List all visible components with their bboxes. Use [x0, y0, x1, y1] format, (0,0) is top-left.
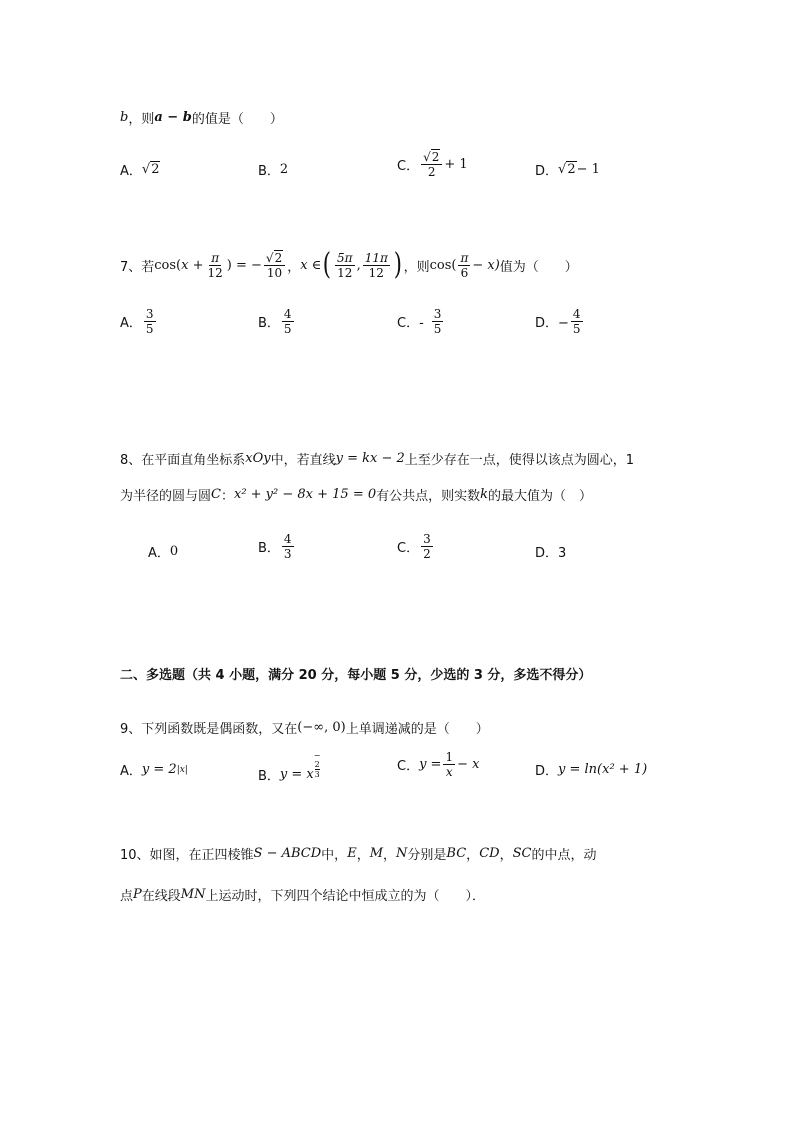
option-value: 0 [169, 544, 179, 559]
q8-option-a [148, 542, 178, 561]
option-letter: D． [535, 164, 559, 179]
denominator: 5 [145, 322, 154, 336]
math-term: ) = − [226, 257, 262, 273]
denominator: 12 [337, 265, 353, 280]
text: 中，若直线 [270, 453, 336, 468]
q6-stem-mid: ，则 [128, 112, 155, 127]
numerator: 2 [431, 150, 440, 164]
q6-option-b [258, 160, 288, 179]
option-letter: A． [148, 546, 170, 561]
q7-label: 7、若 [120, 259, 155, 275]
option-letter: B． [258, 541, 280, 556]
denominator: 12 [207, 265, 223, 280]
fraction [282, 307, 294, 336]
fraction [144, 307, 156, 336]
q6-option-d [535, 160, 600, 179]
exponent: |x| [176, 764, 188, 775]
separator: ， [499, 848, 513, 863]
text: 的中点，动 [531, 848, 597, 863]
cos-func: cos( [429, 257, 457, 273]
exponent-fraction [314, 751, 321, 779]
option-letter: C．- [397, 316, 424, 331]
option-value: D．3 [535, 546, 567, 561]
denominator: 10 [266, 265, 283, 280]
q9-option-a [120, 760, 188, 779]
text: 在线段 [141, 889, 181, 904]
fraction [458, 251, 470, 280]
radicand: 2 [567, 162, 576, 177]
fraction [443, 750, 455, 779]
fraction: $\frac{√2}{10}$ [264, 251, 285, 280]
q10-stem-line1 [120, 844, 596, 863]
q8-option-d [535, 542, 566, 561]
left-paren: ( [323, 247, 332, 282]
text: 有公共点，则实数 [376, 489, 481, 504]
text: 上至少存在一点，使得以该点为圆心，1 [404, 453, 635, 468]
section-heading [120, 664, 591, 683]
denominator: 3 [314, 770, 320, 779]
q9-option-b [258, 751, 321, 788]
radicand: 2 [151, 162, 160, 177]
q6-option-c [397, 150, 468, 179]
section-title: 二、多选题（共 4 小题，满分 20 分，每小题 5 分，少选的 3 分，多选不得分） [120, 668, 592, 683]
math-term: x + [181, 257, 204, 273]
q9-stem [120, 718, 489, 737]
math-term: E [347, 846, 357, 861]
numerator: π [460, 250, 469, 265]
math-term: xOy [245, 451, 271, 466]
q8-option-c [397, 532, 435, 561]
text: 9、下列函数既是偶函数，又在 [120, 722, 298, 737]
q8-stem-line2 [120, 485, 592, 504]
denominator: 3 [283, 547, 292, 561]
option-letter: C． [397, 541, 420, 556]
separator: ， [466, 848, 480, 863]
comma: , [356, 257, 361, 273]
q6-option-a [120, 160, 160, 179]
text: 8、在平面直角坐标系 [120, 453, 246, 468]
fraction [571, 307, 583, 336]
numerator: 1 [445, 750, 454, 764]
text: 的最大值为（ ） [488, 489, 593, 504]
math-term: BC [446, 846, 467, 861]
numerator: 4 [283, 307, 292, 321]
option-letter: C． [397, 159, 420, 174]
option-letter: C． [397, 759, 420, 774]
option-letter: A． [120, 164, 142, 179]
numerator: 2 [314, 760, 320, 769]
q7-stem [120, 247, 578, 282]
fraction [421, 532, 433, 561]
fraction: $\frac{√2}{2}$ [421, 150, 442, 179]
math-term: − x [457, 757, 480, 772]
q6-stem-end: 的值是（ ） [191, 112, 283, 127]
q10-stem-line2 [120, 885, 485, 904]
denominator: 5 [572, 322, 581, 336]
math-term: (−∞, 0) [297, 720, 346, 735]
math-term: y = [419, 757, 442, 772]
q6-var: b [120, 110, 129, 125]
right-paren: ) [393, 247, 402, 282]
option-letter: A． [120, 764, 142, 779]
separator: ， [356, 848, 370, 863]
math-term: CD [479, 846, 500, 861]
text: 上单调递减的是（ ） [345, 722, 489, 737]
numerator: π [211, 250, 220, 265]
option-value: 2 [279, 162, 289, 177]
denominator: x [445, 765, 453, 779]
connector: ，则 [403, 259, 430, 275]
numerator: 4 [572, 307, 581, 321]
text: 上运动时，下列四个结论中恒成立的为（ ）． [205, 889, 485, 904]
text: 点 [120, 889, 134, 904]
fraction [282, 532, 294, 561]
q7-option-a [120, 307, 158, 336]
numerator: 2 [274, 250, 283, 265]
separator: ， [287, 259, 301, 275]
numerator: 3 [423, 532, 431, 546]
sqrt-expr: √2 [141, 162, 160, 177]
math-term: y = kx − 2 [335, 451, 405, 466]
q8-option-b [258, 532, 296, 561]
text: ： [220, 489, 234, 504]
math-term: x ∈ [300, 257, 322, 273]
text: 10、如图，在正四棱锥 [120, 848, 254, 863]
q8-stem-line1 [120, 449, 634, 468]
q6-expr: a − b [154, 110, 192, 125]
text: 分别是 [407, 848, 447, 863]
option-tail: + 1 [444, 157, 468, 172]
fraction [363, 251, 390, 280]
fraction [335, 251, 355, 280]
numerator: 3 [433, 307, 442, 321]
math-term: − x) [472, 257, 500, 273]
option-letter: A． [120, 316, 142, 331]
q7-ask: 值为（ ） [499, 259, 578, 275]
cos-func: cos( [154, 257, 182, 273]
math-term: P [133, 887, 142, 902]
text: 中， [321, 848, 348, 863]
text: 为半径的圆与圆 [120, 489, 212, 504]
denominator: 2 [427, 165, 436, 179]
option-letter: B． [258, 316, 280, 331]
denominator: 6 [460, 265, 469, 280]
numerator: 5π [337, 250, 353, 265]
math-term: k [480, 487, 489, 502]
option-letter: D． [535, 764, 559, 779]
q7-option-d [535, 307, 585, 336]
denominator: 2 [423, 547, 431, 561]
math-term: M [369, 846, 384, 861]
math-term: MN [180, 887, 206, 902]
q6-stem [120, 108, 283, 127]
exponent-sign: − [313, 751, 321, 760]
separator: ， [383, 848, 397, 863]
math-term: N [396, 846, 408, 861]
q7-option-c [397, 307, 445, 336]
q9-option-c [397, 750, 479, 779]
q7-option-b [258, 307, 296, 336]
denominator: 5 [283, 322, 292, 336]
numerator: 11π [364, 250, 388, 265]
math-term: S − ABCD [253, 846, 322, 861]
math-term: x² + y² − 8x + 15 = 0 [233, 487, 377, 502]
numerator: 3 [145, 307, 154, 321]
option-value: y = 2 [141, 762, 177, 777]
numerator: 4 [283, 532, 292, 546]
option-tail: − 1 [576, 162, 600, 177]
fraction [432, 307, 444, 336]
math-term: C [211, 487, 221, 502]
denominator: 5 [433, 322, 442, 336]
option-letter: D．− [535, 316, 569, 331]
option-letter: B． [258, 164, 280, 179]
math-term: SC [512, 846, 532, 861]
option-value: y = ln(x² + 1) [558, 762, 648, 777]
option-letter: B． [258, 768, 280, 784]
fraction [206, 251, 225, 280]
q9-option-d [535, 760, 647, 779]
sqrt-expr: √2 [558, 162, 576, 177]
denominator: 12 [368, 265, 384, 280]
option-value: y = x [279, 766, 314, 782]
